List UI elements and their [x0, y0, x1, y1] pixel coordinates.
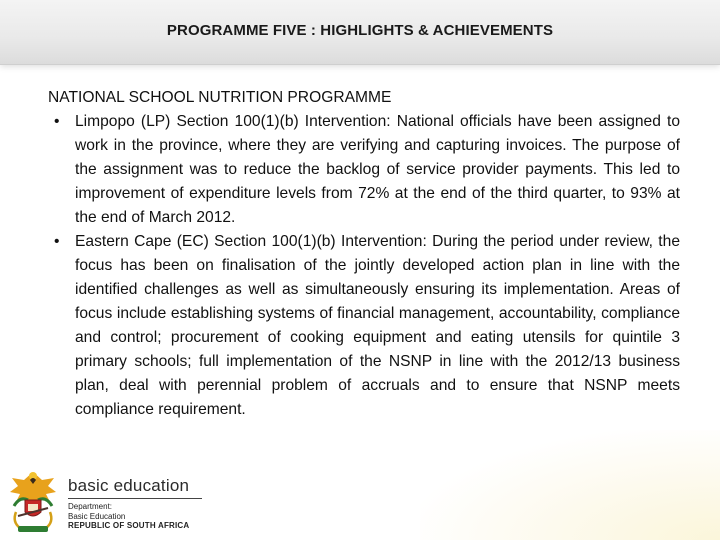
bullet-icon: •	[54, 233, 60, 250]
bullet-icon: •	[54, 113, 60, 130]
bullet-item-limpopo	[48, 110, 680, 230]
slide-content	[48, 86, 680, 422]
section-title: NATIONAL SCHOOL NUTRITION PROGRAMME	[48, 89, 392, 106]
slide-title: PROGRAMME FIVE : HIGHLIGHTS & ACHIEVEMENTS	[166, 22, 554, 39]
department-label: Department:	[68, 502, 113, 511]
bullet-item-eastern-cape	[48, 230, 680, 422]
country-name: REPUBLIC OF SOUTH AFRICA	[68, 521, 190, 530]
footer	[0, 460, 720, 540]
coat-of-arms-icon	[4, 466, 62, 536]
bullet-text: During the period under review, the focus has been on finalisation of the jointly developed action plan in line with the identified challenges as well as simultaneously ensuring its implementation. Areas of focus include establishing systems of financial management, accountability, compliance and control; procurement of cooking equipment and eating utensils for quintile 3 primary schools; full implementation of the NSNP in line with the 2012/13 business plan, deal with perennial problem of accruals and to ensure that NSNP meets compliance requirement.	[75, 233, 680, 418]
bullet-list	[48, 110, 680, 422]
department-name: Basic Education	[68, 511, 126, 521]
bullet-lead: Limpopo (LP) Section 100(1)(b) Intervention:	[75, 113, 391, 130]
brand-block	[68, 476, 208, 531]
brand-name: basic education	[68, 476, 190, 495]
brand-divider	[68, 498, 202, 499]
bullet-text: National officials have been assigned to work in the province, where they are verifying and capturing invoices. The purpose of the assignment was to reduce the backlog of service provider payments. This led to improvement of expenditure levels from 72% at the end of the third quarter, to 93% at the end of March 2012.	[75, 113, 680, 226]
slide-header	[0, 0, 720, 65]
bullet-lead: Eastern Cape (EC) Section 100(1)(b) Intervention:	[75, 233, 427, 250]
